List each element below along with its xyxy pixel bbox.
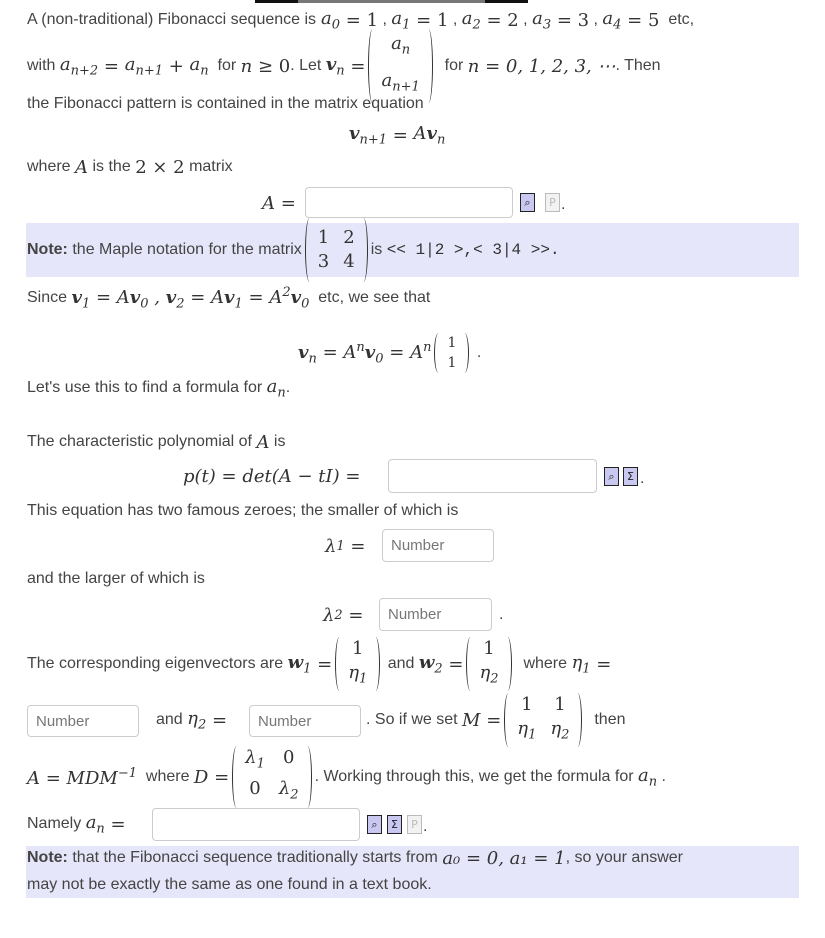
text: A (non-traditional) Fibonacci sequence is — [27, 11, 317, 28]
lambda1-label: λ 1 = — [325, 535, 366, 557]
eta1-input[interactable]: Number — [27, 705, 139, 737]
text: for — [217, 57, 237, 74]
text: Namely — [27, 815, 82, 832]
charpoly-input[interactable] — [388, 459, 597, 493]
text: is — [273, 433, 286, 450]
power-equation: $v_n = A^nv_0 = A^n$ 1 1 . — [298, 335, 482, 371]
cell: 3 — [317, 251, 330, 272]
text: where — [27, 158, 71, 175]
equation-editor-icon[interactable]: Σ — [387, 815, 402, 834]
answer-A-label: A = — [262, 192, 296, 214]
text: is — [370, 241, 383, 258]
a1: 1 — [436, 9, 449, 31]
charpoly-label: p(t) = det(A − tI) = — [183, 465, 361, 487]
recurrence-equation: $v_{n+1}$ = $Av_n$ — [349, 122, 446, 148]
text: that the Fibonacci sequence traditionally starts from — [72, 849, 438, 866]
preview-icon[interactable]: ⌕ — [367, 815, 382, 834]
text: . Let — [290, 57, 322, 74]
lambda2-label: λ 2 = — [323, 604, 364, 626]
decomposition-line: $A = MDM^{-1}$ where D = $\lambda_1$ 0 0 $\lambda_2$ . Working through this, we get the formula for $a_n$ . — [27, 749, 666, 805]
note2-line-2: may not be exactly the same as one found in a text book. — [27, 876, 432, 893]
text: and — [156, 711, 183, 728]
text: with — [27, 57, 56, 74]
cell: 4 — [343, 251, 355, 272]
preview-icon[interactable]: ⌕ — [520, 193, 535, 212]
namely-label: Namely $a_n$ = — [27, 811, 126, 837]
a3: 3 — [577, 9, 590, 31]
text: etc, we see that — [318, 289, 431, 306]
formula-an-input[interactable] — [152, 808, 360, 841]
text: is the — [92, 158, 131, 175]
note-label: Note: — [27, 241, 68, 258]
text: matrix — [189, 158, 233, 175]
intro-line-2: with $a_{n+2}$ = $a_{n+1}$ + $a_n$ for n ≥ 0 . Let $v_n$ = $a_n$ $a_{n+1}$ for n = 0, 1, 2, 3, ⋯ . Then — [27, 36, 661, 96]
intro-line-3: the Fibonacci pattern is contained in the matrix equation — [27, 95, 424, 112]
text: The corresponding eigenvectors are — [27, 655, 284, 672]
charpoly-line: The characteristic polynomial of A is — [27, 431, 286, 453]
text: . Working through this, we get the formula for — [314, 768, 634, 785]
preview-icon[interactable]: ⌕ — [604, 467, 619, 486]
set-M-line: . So if we set M = 1 1 $\eta_1$ $\eta_2$ then — [366, 693, 625, 747]
maple-syntax-icon: P — [407, 815, 422, 834]
zeroes-line: This equation has two famous zeroes; the smaller of which is — [27, 502, 459, 519]
intro-line-1: A (non-traditional) Fibonacci sequence is $a_0$ = 1 , $a_1$ = 1 , $a_2$ = 2 , $a_3$ = 3 , $a_4$ = 5 etc, — [27, 7, 695, 33]
a4: 5 — [647, 9, 660, 31]
text: the Maple notation for the matrix — [72, 241, 302, 258]
larger-line: and the larger of which is — [27, 570, 205, 587]
eta2-input[interactable]: Number — [249, 705, 361, 737]
dims: 2 × 2 — [135, 156, 185, 178]
text: . Then — [615, 57, 661, 74]
cell: 2 — [343, 227, 355, 248]
text: . So if we set — [366, 711, 458, 728]
vn-vector: $a_n$ $a_{n+1}$ — [368, 29, 432, 102]
text: etc, — [668, 11, 695, 28]
text: Let's use this to find a formula for — [27, 379, 263, 396]
maple-note-text — [27, 227, 560, 272]
matrix-A-input[interactable] — [305, 187, 513, 218]
since-line: Since $v_1 = Av_0$ , $v_2 = Av_1 = A^2v_0$ etc, we see that — [27, 284, 431, 312]
lambda2-input[interactable]: Number — [379, 598, 492, 631]
a0: 1 — [366, 9, 379, 31]
text: for — [444, 57, 464, 74]
note-label: Note: — [27, 849, 68, 866]
n-values: n = 0, 1, 2, 3, ⋯ — [467, 55, 616, 77]
where-line: where A is the 2 × 2 matrix — [27, 156, 233, 178]
text: Since — [27, 289, 68, 306]
text: where — [145, 768, 190, 785]
a2: 2 — [507, 9, 519, 31]
text: and — [387, 655, 415, 672]
maple-syntax-icon: P — [545, 193, 560, 212]
text: The characteristic polynomial of — [27, 433, 252, 450]
equation-editor-icon[interactable]: Σ — [623, 467, 638, 486]
example-matrix — [305, 226, 368, 274]
lets-use-line: Let's use this to find a formula for $a_n$ . — [27, 375, 291, 401]
text: , so your answer — [565, 849, 683, 866]
lambda1-input[interactable]: Number — [382, 529, 494, 562]
maple-notation: << 1|2 >,< 3|4 >>. — [386, 241, 560, 259]
eigenvector-line: The corresponding eigenvectors are $w_1$ = 1 $\eta_1$ and $w_2$ = 1 $\eta_2$ where $\eta_1$ = — [27, 636, 611, 692]
cell: 1 — [317, 227, 330, 248]
initial-values: a₀ = 0, a₁ = 1 — [442, 847, 566, 869]
and-eta2-label: and $\eta_2$ = — [156, 707, 228, 733]
text: then — [594, 711, 626, 728]
text: where — [523, 655, 568, 672]
